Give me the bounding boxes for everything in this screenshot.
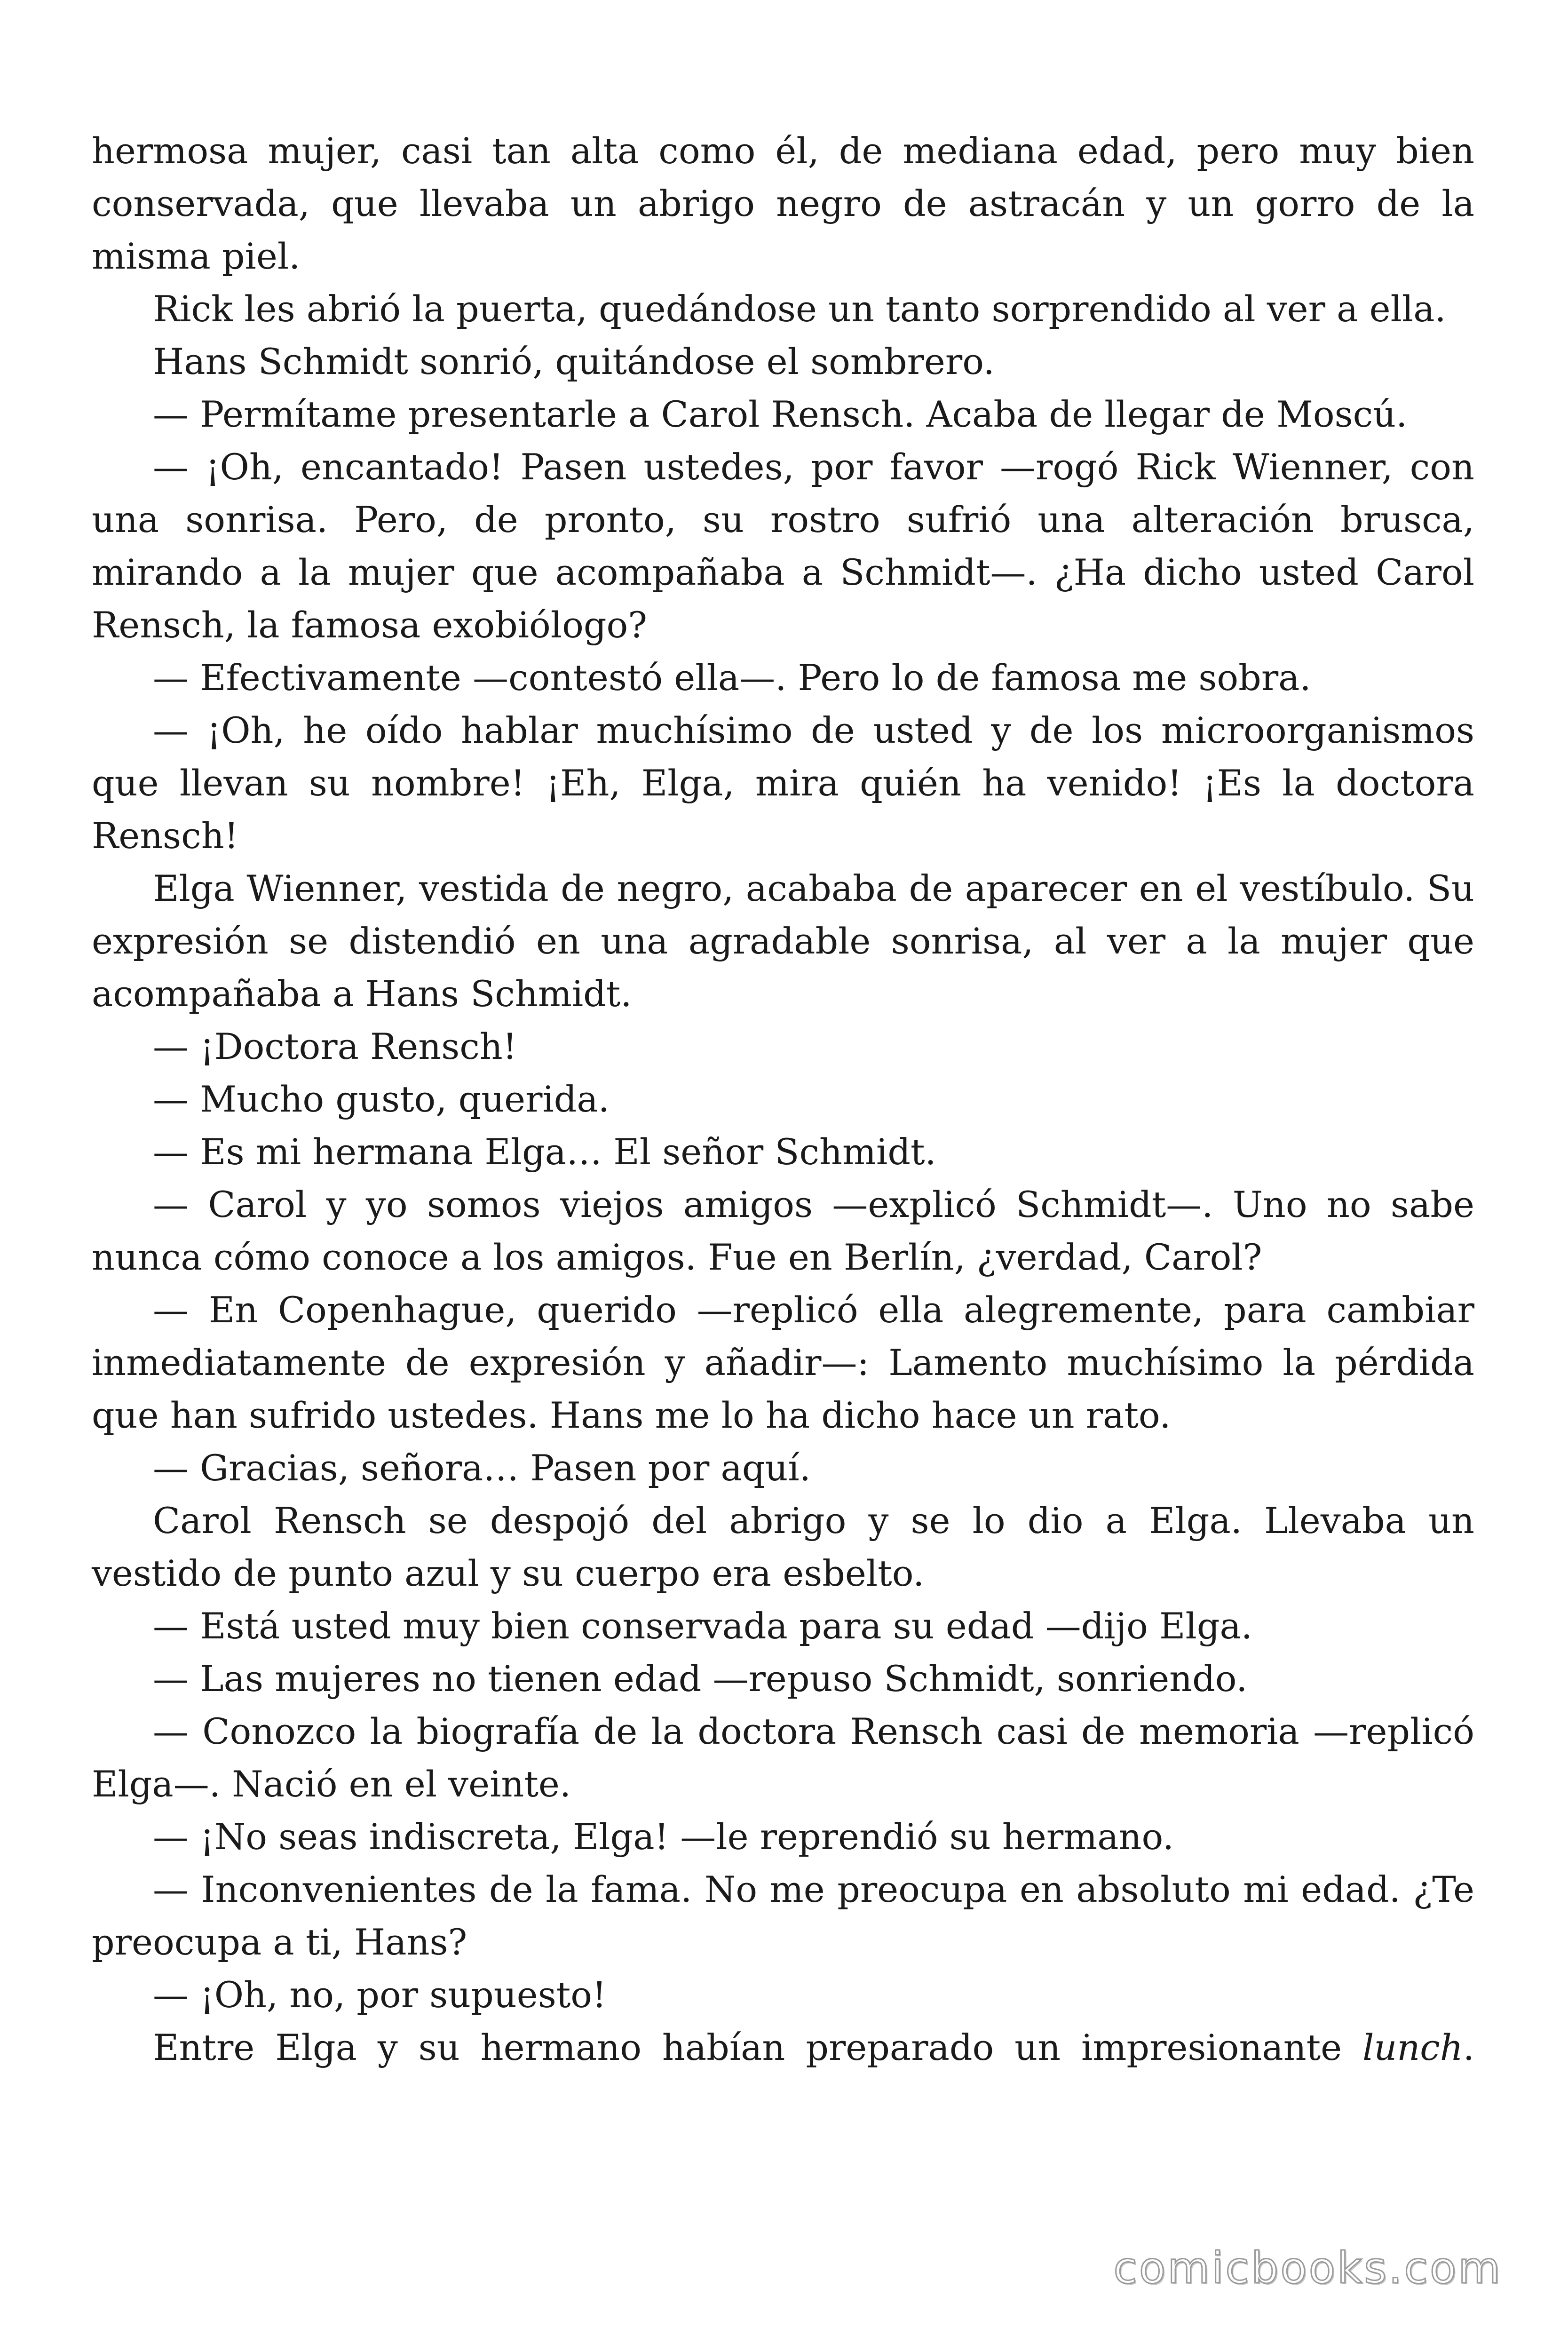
paragraph: — En Copenhague, querido —replicó ella alegremente, para cambiar inmediatamente de expresión y añadir—: Lamento muchísimo la pérdida que han sufrido ustedes. Hans me lo ha dicho hace un rato. xyxy=(92,1289,1474,1436)
paragraph: — Mucho gusto, querida. xyxy=(153,1078,610,1120)
paragraph: — Efectivamente —contestó ella—. Pero lo de famosa me sobra. xyxy=(153,657,1311,699)
paragraph: — Conozco la biografía de la doctora Rensch casi de memoria —replicó Elga—. Nació en el veinte. xyxy=(92,1710,1474,1805)
last-paragraph-text: Entre Elga y su hermano habían preparado un impresionante xyxy=(153,2026,1363,2068)
paragraph: Carol Rensch se despojó del abrigo y se lo dio a Elga. Llevaba un vestido de punto azul y su cuerpo era esbelto. xyxy=(92,1500,1474,1594)
watermark: comicbooks.com xyxy=(1113,2243,1502,2293)
paragraph: Hans Schmidt sonrió, quitándose el sombrero. xyxy=(153,341,995,382)
paragraph: — Permítame presentarle a Carol Rensch. Acaba de llegar de Moscú. xyxy=(153,393,1408,435)
paragraph: — Inconvenientes de la fama. No me preocupa en absoluto mi edad. ¿Te preocupa a ti, Hans? xyxy=(92,1868,1474,1963)
paragraph: — Está usted muy bien conservada para su edad —dijo Elga. xyxy=(153,1605,1252,1647)
paragraph: — Es mi hermana Elga… El señor Schmidt. xyxy=(153,1131,936,1173)
paragraph: — ¡Doctora Rensch! xyxy=(153,1025,517,1067)
paragraph: — Las mujeres no tienen edad —repuso Schmidt, sonriendo. xyxy=(153,1658,1248,1700)
paragraph: — Gracias, señora… Pasen por aquí. xyxy=(153,1447,811,1489)
last-paragraph-end: . xyxy=(1463,2026,1474,2068)
paragraph: — ¡Oh, no, por supuesto! xyxy=(153,1974,607,2016)
paragraph: — Carol y yo somos viejos amigos —explicó Schmidt—. Uno no sabe nunca cómo conoce a los amigos. Fue en Berlín, ¿verdad, Carol? xyxy=(92,1184,1474,1278)
paragraph: — ¡Oh, he oído hablar muchísimo de usted y de los microorganismos que llevan su nombre! ¡Eh, Elga, mira quién ha venido! ¡Es la doctora Rensch! xyxy=(92,709,1474,857)
italic-word: lunch xyxy=(1362,2026,1463,2068)
paragraph: Elga Wienner, vestida de negro, acababa de aparecer en el vestíbulo. Su expresión se distendió en una agradable sonrisa, al ver a la mujer que acompañaba a Hans Schmidt. xyxy=(92,867,1474,1015)
paragraph: — ¡No seas indiscreta, Elga! —le reprendió su hermano. xyxy=(153,1816,1174,1858)
last-paragraph xyxy=(92,2021,1474,2074)
paragraph: — ¡Oh, encantado! Pasen ustedes, por favor —rogó Rick Wienner, con una sonrisa. Pero, de pronto, su rostro sufrió una alteración brusca, mirando a la mujer que acompañaba a Schmidt—. ¿Ha dicho usted Carol Rensch, la famosa exobiólogo? xyxy=(92,446,1474,646)
paragraph: Rick les abrió la puerta, quedándose un tanto sorprendido al ver a ella. xyxy=(153,288,1446,330)
paragraph: hermosa mujer, casi tan alta como él, de mediana edad, pero muy bien conservada, que llevaba un abrigo negro de astracán y un gorro de la misma piel. xyxy=(92,130,1474,277)
page-body xyxy=(92,125,1474,2270)
